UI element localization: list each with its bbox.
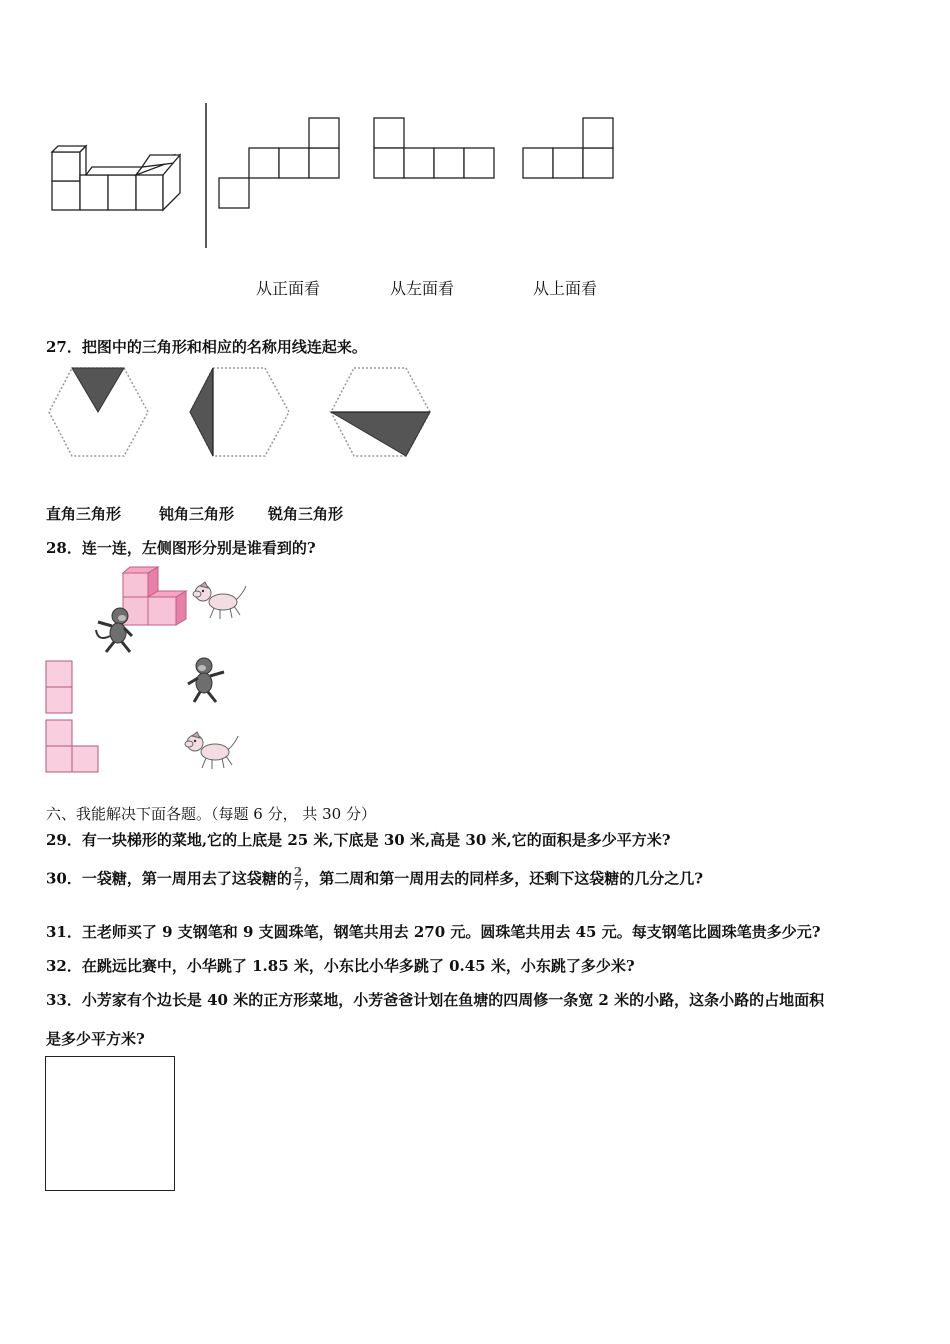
left-view-label: 从左面看 [390, 279, 455, 298]
question-33-line-2: 是多少平方米? [46, 1030, 145, 1048]
vertical-divider [204, 103, 208, 248]
hexagon-acute-triangle [47, 366, 151, 458]
name-obtuse-triangle: 钝角三角形 [159, 505, 235, 523]
square-field-figure [45, 1056, 175, 1191]
view-option-staircase [218, 116, 343, 211]
top-view-label: 从上面看 [533, 279, 598, 298]
monkey-icon [182, 656, 227, 704]
dog-icon [182, 730, 240, 772]
cube-stack-figure [50, 145, 190, 215]
hexagon-obtuse-triangle [329, 366, 433, 458]
question-33-line-1: 33．小芳家有个边长是 40 米的正方形菜地，小芳爸爸计划在鱼塘的四周修一条宽 2 米的小路，这条小路的占地面积 [46, 991, 825, 1009]
name-right-triangle: 直角三角形 [46, 505, 122, 523]
question-27: 27．把图中的三角形和相应的名称用线连起来。 [46, 338, 367, 356]
view-option-right-tower [521, 116, 616, 181]
front-view-two-squares [45, 660, 75, 715]
question-32: 32．在跳远比赛中，小华跳了 1.85 米，小东比小华多跳了 0.45 米，小东跳了多少米? [46, 957, 635, 975]
dog-icon [190, 580, 248, 622]
question-29: 29．有一块梯形的菜地,它的上底是 25 米,下底是 30 米,高是 30 米,它的面积是多少平方米? [46, 831, 671, 849]
front-view-label: 从正面看 [256, 279, 321, 298]
fraction-two-sevenths: $\frac{2}{7}$ [293, 865, 303, 893]
question-31: 31．王老师买了 9 支钢笔和 9 支圆珠笔，钢笔共用去 270 元。圆珠笔共用去 45 元。每支钢笔比圆珠笔贵多少元? [46, 923, 821, 941]
name-acute-triangle: 锐角三角形 [268, 505, 344, 523]
question-30 [46, 866, 703, 893]
side-view-l-shape [45, 719, 103, 774]
question-28: 28．连一连，左侧图形分别是谁看到的? [46, 539, 316, 557]
view-option-left-tower [372, 116, 497, 181]
monkey-icon [92, 606, 137, 654]
question-30-text-before: 30．一袋糖，第一周用去了这袋糖的 [46, 869, 292, 888]
question-30-text-after: ，第二周和第一周用去的同样多，还剩下这袋糖的几分之几? [304, 869, 704, 888]
section-6-title: 六、我能解决下面各题。（每题 6 分， 共 30 分） [46, 805, 376, 823]
hexagon-right-triangle [188, 366, 292, 458]
